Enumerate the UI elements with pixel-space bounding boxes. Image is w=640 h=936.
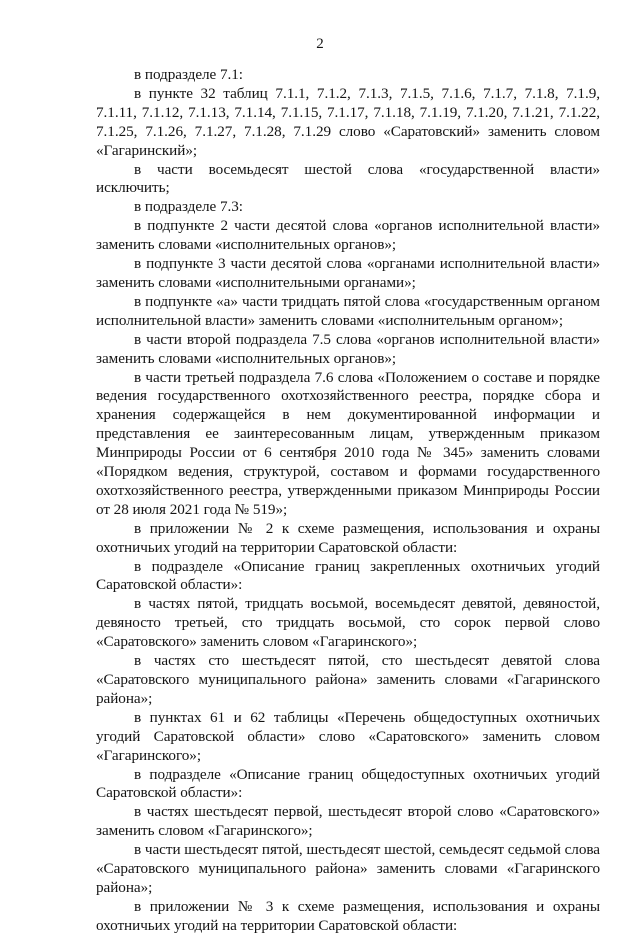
paragraph: в частях пятой, тридцать восьмой, восемьдесят девятой, девяностой, девяносто третьей, сто тридцать восьмой, сто сорок первой слово «Саратовского» заменить словом «Гагаринского»; [96,595,600,651]
paragraph: в части второй подраздела 7.5 слова «органов исполнительной власти» заменить словами «исполнительных органов»; [96,330,600,367]
paragraph: в части восемьдесят шестой слова «государственной власти» исключить; [96,160,600,197]
page-number: 2 [316,36,324,52]
paragraph: в приложении № 3 к схеме размещения, использования и охраны охотничьих угодий на территории Саратовской области: [96,897,600,934]
paragraph: в частях шестьдесят первой, шестьдесят второй слово «Саратовского» заменить словом «Гагаринского»; [96,803,600,840]
paragraph: в подразделе 7.3: [134,198,243,216]
paragraph: в приложении № 2 к схеме размещения, использования и охраны охотничьих угодий на территории Саратовской области: [96,519,600,556]
paragraph: в подразделе 7.1: [134,66,243,83]
paragraph: в подпункте 3 части десятой слова «органами исполнительной власти» заменить словами «исполнительными органами»; [96,255,600,291]
paragraph: в подпункте 2 части десятой слова «органов исполнительной власти» заменить словами «исполнительных органов»; [96,217,600,254]
document-body [96,66,600,936]
paragraph: в частях сто шестьдесят пятой, сто шестьдесят девятой слова «Саратовского муниципального района» заменить словами «Гагаринского района»; [96,652,600,707]
paragraph: в подразделе «Описание границ общедоступных охотничьих угодий Саратовской области»: [96,765,600,802]
paragraph: в части шестьдесят пятой, шестьдесят шестой, семьдесят седьмой слова «Саратовского муниципального района» заменить словами «Гагаринского района»; [96,841,600,896]
paragraph: в пункте 32 таблиц 7.1.1, 7.1.2, 7.1.3, 7.1.5, 7.1.6, 7.1.7, 7.1.8, 7.1.9, 7.1.11, 7.1.12, 7.1.13, 7.1.14, 7.1.15, 7.1.17, 7.1.18, 7.1.19, 7.1.20, 7.1.21, 7.1.22, 7.1.25, 7.1.26, 7.1.27, 7.1.28, 7.1.29 слово «Саратовский» заменить словом «Гагаринский»; [96,84,600,159]
paragraph: в пунктах 61 и 62 таблицы «Перечень общедоступных охотничьих угодий Саратовской области» слово «Саратовского» заменить словом «Гагаринского»; [96,708,600,764]
paragraph: в подразделе «Описание границ закрепленных охотничьих угодий Саратовской области»: [96,557,600,594]
paragraph: в части третьей подраздела 7.6 слова «Положением о составе и порядке ведения государственного охотхозяйственного реестра, порядке сбора и хранения содержащейся в нем документированной информации и представления ее заинтересованным лицам, утвержденным приказом Минприроды России от 6 сентября 2010 года № 345» заменить словами «Порядком ведения, структурой, составом и формами государственного охотхозяйственного реестра, утвержденными приказом Минприроды России от 28 июля 2021 года № 519»; [96,368,600,518]
paragraph: в подпункте «а» части тридцать пятой слова «государственным органом исполнительной власти» заменить словами «исполнительным органом»; [96,292,600,329]
